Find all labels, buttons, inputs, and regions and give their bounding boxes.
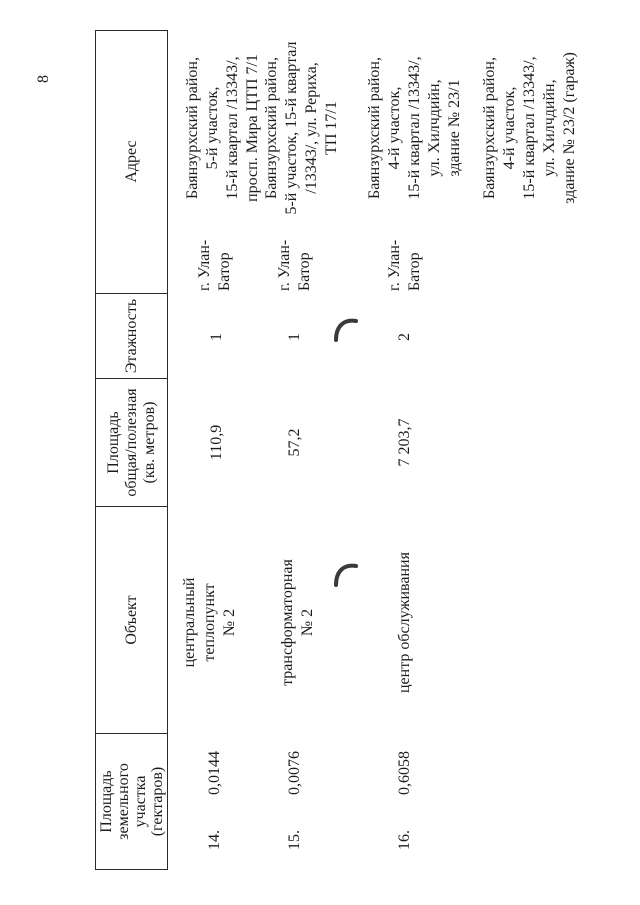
row-number: 15. — [286, 830, 303, 850]
text-line: /13343/, ул. Рериха, — [303, 62, 320, 194]
text-line: 4-й участок, — [501, 86, 518, 170]
text-line: Батор — [406, 252, 423, 291]
text-line: 15-й квартал /13343/, — [406, 56, 423, 200]
table-row — [180, 0, 261, 905]
text-line: ТП 17/1 — [323, 101, 340, 155]
table-row — [365, 0, 578, 905]
text-line: просп. Мира ЦТП 7/1 — [244, 54, 261, 202]
text-line: 5-й участок, — [204, 86, 221, 170]
header-floors — [96, 294, 167, 379]
total-area-value: 110,9 — [208, 424, 225, 461]
text-line: ул. Хилчдийн, — [541, 79, 558, 177]
object-name — [180, 515, 240, 730]
text-line: Баянзурхский район, — [263, 57, 280, 199]
total-area-value: 7 203,7 — [396, 418, 413, 467]
text-line: теплопункт — [201, 583, 218, 662]
land-area-value: 0,6058 — [396, 751, 413, 795]
floor-count-value: 2 — [396, 333, 413, 341]
row-number: 16. — [396, 830, 413, 850]
text-line: участка — [131, 775, 149, 828]
text-line: 5-й участок, 15-й квартал — [283, 41, 300, 215]
city-name — [275, 225, 315, 291]
header-address-text: Адрес — [123, 140, 140, 183]
text-line: (кв. метров) — [140, 401, 158, 484]
header-object — [96, 507, 167, 734]
text-line: Батор — [296, 252, 313, 291]
text-line: № 2 — [299, 608, 316, 637]
text-line: Баянзурхский район, — [366, 57, 383, 199]
table-header — [95, 30, 168, 870]
address-text — [365, 33, 465, 223]
row-number: 14. — [206, 830, 223, 850]
text-line: ул. Хилчдийн, — [426, 79, 443, 177]
floor-count-value: 1 — [286, 333, 303, 341]
object-name — [278, 515, 318, 730]
land-area-value: 0,0144 — [206, 751, 223, 795]
header-object-text: Объект — [123, 595, 140, 645]
land-area-value: 0,0076 — [286, 751, 303, 795]
total-area-value: 57,2 — [286, 428, 303, 457]
text-line: 15-й квартал /13343/, — [224, 56, 241, 200]
object-name: центр обслуживания — [396, 552, 413, 693]
text-line: Баянзурхский район, — [184, 57, 201, 199]
address-text — [262, 33, 342, 223]
header-land-area-text — [98, 763, 166, 840]
text-line: трансформаторная — [279, 559, 296, 686]
text-line: здание № 23/1 — [446, 79, 463, 177]
text-line: общая/полезная — [122, 388, 140, 497]
header-address — [96, 30, 167, 294]
text-line: г. Улан- — [276, 239, 293, 291]
text-line: Батор — [216, 252, 233, 291]
address-text-garage — [480, 33, 580, 223]
header-floors-text: Этажность — [123, 298, 140, 374]
text-line: г. Улан- — [386, 239, 403, 291]
header-land-area — [96, 734, 167, 869]
city-name — [385, 225, 425, 291]
text-line: Площадь — [97, 770, 115, 833]
text-line: (гектаров) — [148, 766, 166, 837]
text-line: 15-й квартал /13343/, — [521, 56, 538, 200]
header-total-area-text — [105, 388, 159, 496]
text-line: Баянзурхский район, — [481, 57, 498, 199]
text-line: земельного — [114, 763, 132, 840]
address-text — [183, 33, 263, 223]
city-name — [195, 225, 235, 291]
text-line: здание № 23/2 (гараж) — [561, 52, 578, 204]
text-line: центральный — [181, 577, 198, 668]
text-line: № 2 — [221, 608, 238, 637]
header-total-area — [96, 379, 167, 507]
page-number: 8 — [35, 75, 52, 83]
floor-count-value: 1 — [208, 333, 225, 341]
text-line: 4-й участок, — [386, 86, 403, 170]
text-line: г. Улан- — [196, 239, 213, 291]
table-row — [262, 0, 340, 905]
text-line: Площадь — [104, 411, 122, 474]
